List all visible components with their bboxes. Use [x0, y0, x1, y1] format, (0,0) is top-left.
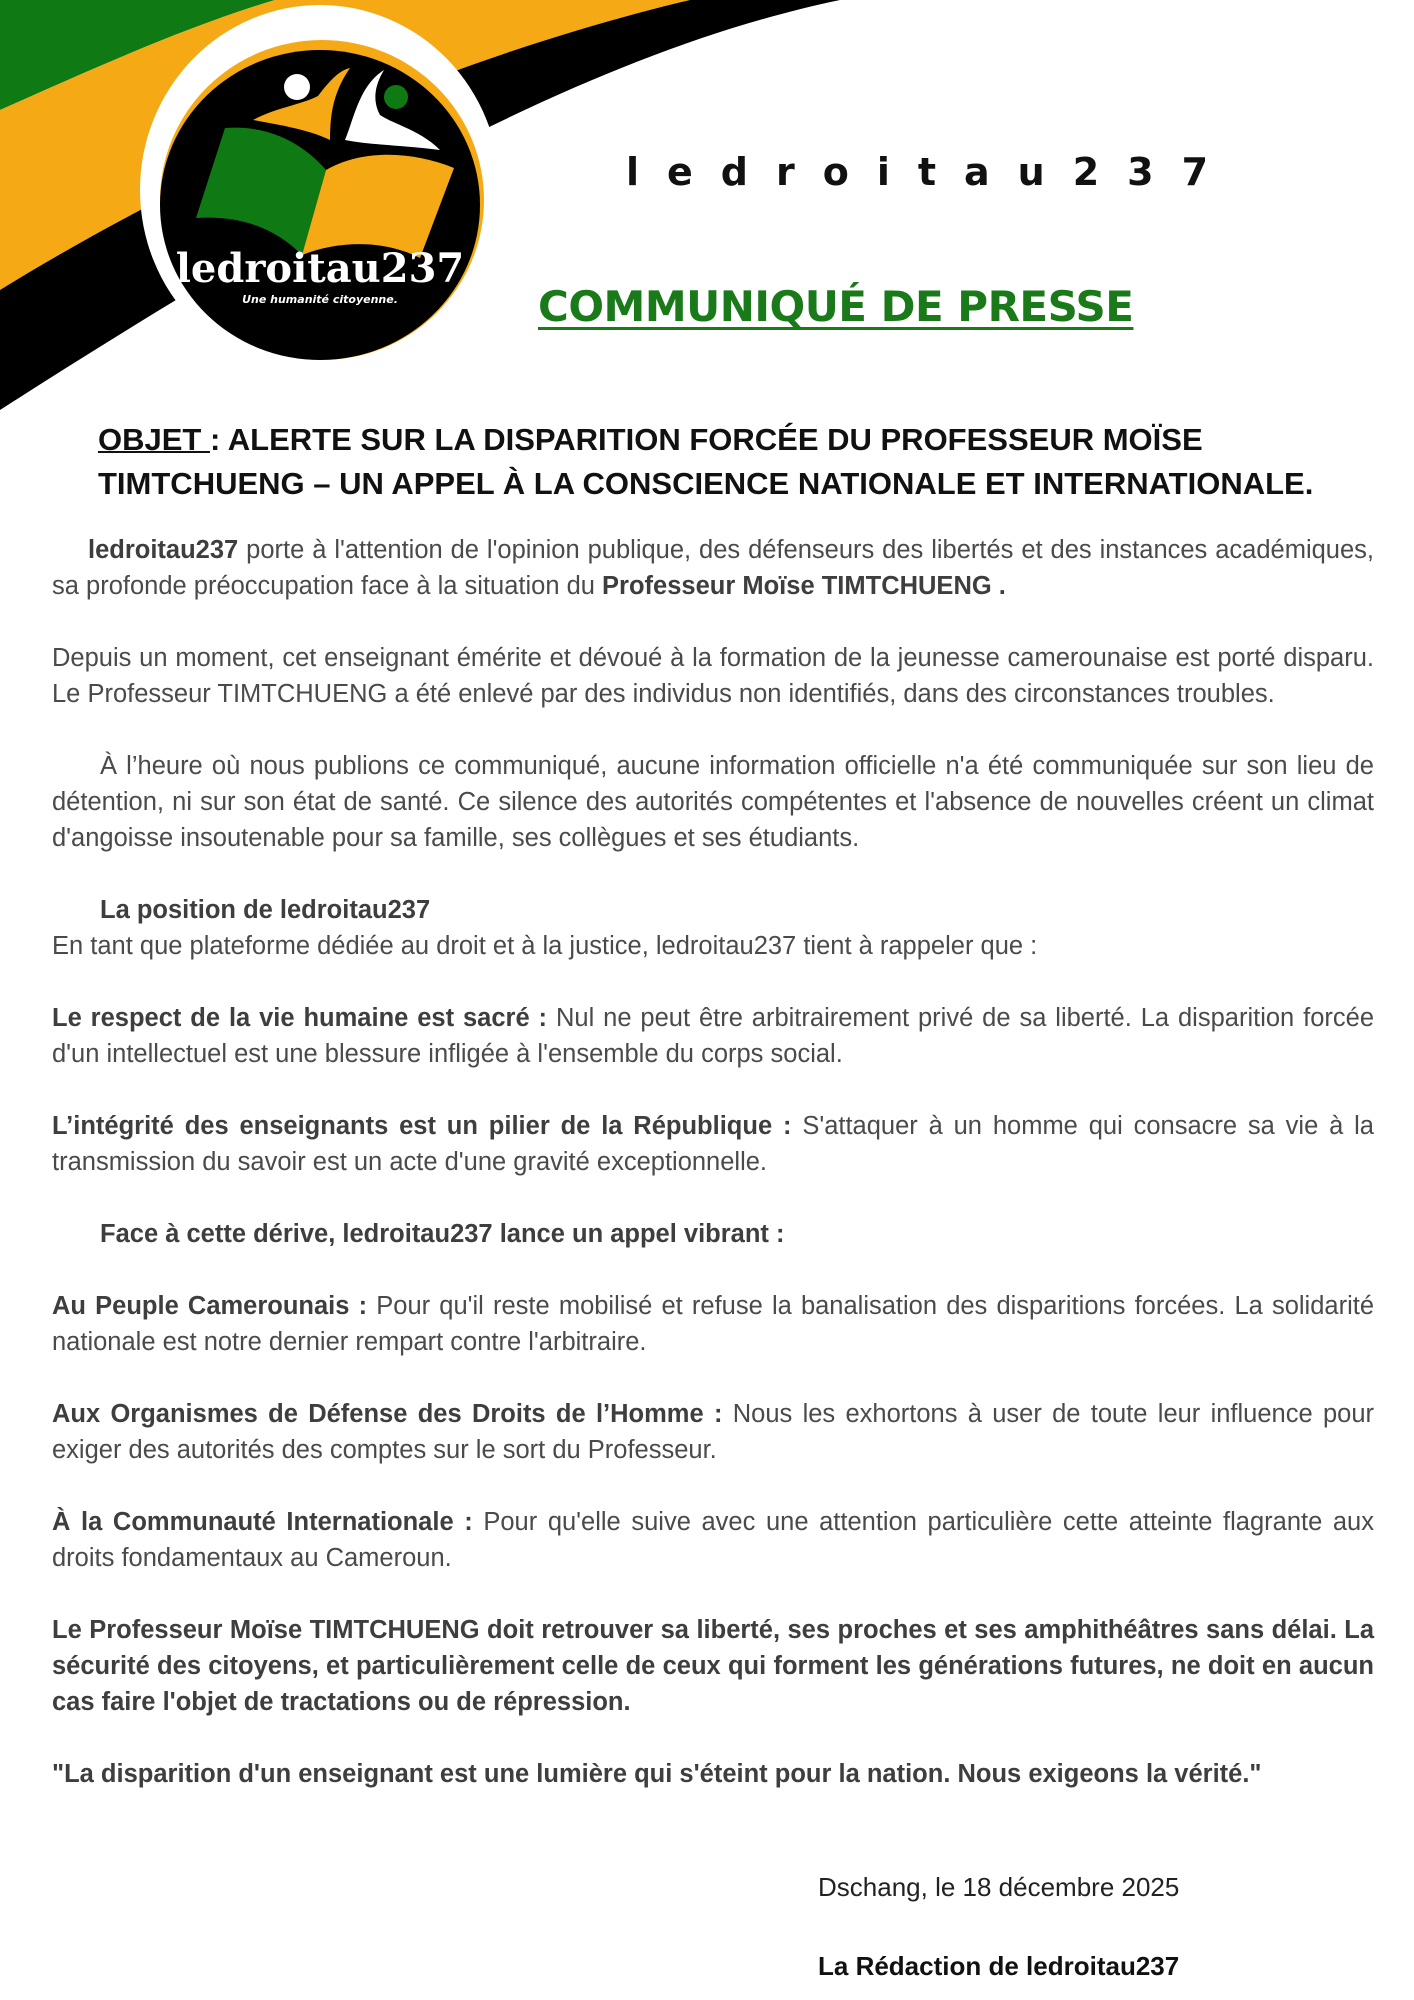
appeal-heading: Face à cette dérive, ledroitau237 lance un appel vibrant : — [100, 1220, 785, 1248]
no-information-paragraph: À l’heure où nous publions ce communiqué, aucune information officielle n'a été communiquée sur son lieu de détention, ni sur son état de santé. Ce silence des autorités compétentes et l'absence de nouvelles créent un climat d'angoisse insoutenable pour sa famille, ses collègues et ses étudiants. — [52, 752, 1374, 852]
appeal-title: Au Peuple Camerounais : — [52, 1292, 368, 1320]
signature-author: La Rédaction de ledroitau237 — [818, 1951, 1180, 1981]
position-intro: En tant que plateforme dédiée au droit et à la justice, ledroitau237 tient à rappeler que : — [52, 932, 1038, 960]
demand-paragraph: Le Professeur Moïse TIMTCHUENG doit retrouver sa liberté, ses proches et ses amphithéâtres sans délai. La sécurité des citoyens, et particulièrement celle de ceux qui forment les générations futures, ne doit en aucun cas faire l'objet de tractations ou de répression. — [52, 1616, 1374, 1716]
subject-heading — [98, 418, 1388, 506]
appeal-text: Nous les exhortons à user de toute leur influence pour exiger des autorités des comptes sur le sort du Professeur. — [52, 1400, 1374, 1464]
appeal-item — [52, 1504, 1374, 1576]
point-title: Le respect de la vie humaine est sacré : — [52, 1004, 548, 1032]
document-type-title: COMMUNIQUÉ DE PRESSE — [538, 282, 1134, 331]
point-item — [52, 1000, 1374, 1072]
closing-quote: "La disparition d'un enseignant est une lumière qui s'éteint pour la nation. Nous exigeons la vérité." — [52, 1760, 1262, 1788]
header-banner — [0, 0, 1414, 420]
org-name: ledroitau237 — [88, 536, 239, 564]
point-text: S'attaquer à un homme qui consacre sa vie à la transmission du savoir est un acte d'une gravité exceptionnelle. — [52, 1112, 1374, 1176]
point-title: L’intégrité des enseignants est un pilier de la République : — [52, 1112, 792, 1140]
appeal-text: Pour qu'elle suive avec une attention particulière cette atteinte flagrante aux droits fondamentaux au Cameroun. — [52, 1508, 1374, 1572]
appeal-text: Pour qu'il reste mobilisé et refuse la banalisation des disparitions forcées. La solidarité nationale est notre dernier rempart contre l'arbitraire. — [52, 1292, 1375, 1356]
intro-text: porte à l'attention de l'opinion publique, des défenseurs des libertés et des instances académiques, sa profonde préoccupation face à la situation du — [52, 536, 1374, 600]
logo-wordmark: ledroitau237 — [175, 245, 465, 292]
subject-separator: : — [209, 422, 228, 457]
subject-label: OBJET — [98, 422, 210, 457]
appeal-title: À la Communauté Internationale : — [52, 1508, 473, 1536]
subject-text: ALERTE SUR LA DISPARITION FORCÉE DU PROFESSEUR MOÏSE TIMTCHUENG – UN APPEL À LA CONSCIENCE NATIONALE ET INTERNATIONALE. — [98, 422, 1314, 501]
professor-name: Professeur Moïse TIMTCHUENG . — [602, 572, 1006, 600]
appeal-title: Aux Organismes de Défense des Droits de l’Homme : — [52, 1400, 723, 1428]
point-text: Nul ne peut être arbitrairement privé de sa liberté. La disparition forcée d'un intellectuel est une blessure infligée à l'ensemble du corps social. — [52, 1004, 1375, 1068]
logo-tagline: Une humanité citoyenne. — [242, 293, 398, 306]
appeal-item — [52, 1288, 1374, 1360]
position-heading: La position de ledroitau237 — [100, 896, 431, 924]
point-item — [52, 1108, 1374, 1180]
place-date: Dschang, le 18 décembre 2025 — [818, 1872, 1180, 1902]
intro-paragraph — [52, 532, 1374, 604]
brand-name: ledroitau237 — [626, 150, 1237, 194]
disappearance-paragraph: Depuis un moment, cet enseignant émérite et dévoué à la formation de la jeunesse camerounaise est porté disparu. Le Professeur TIMTCHUENG a été enlevé par des individus non identifiés, dans des circonstances troubles. — [52, 644, 1374, 708]
press-release-body — [52, 532, 1374, 1828]
appeal-item — [52, 1396, 1374, 1468]
